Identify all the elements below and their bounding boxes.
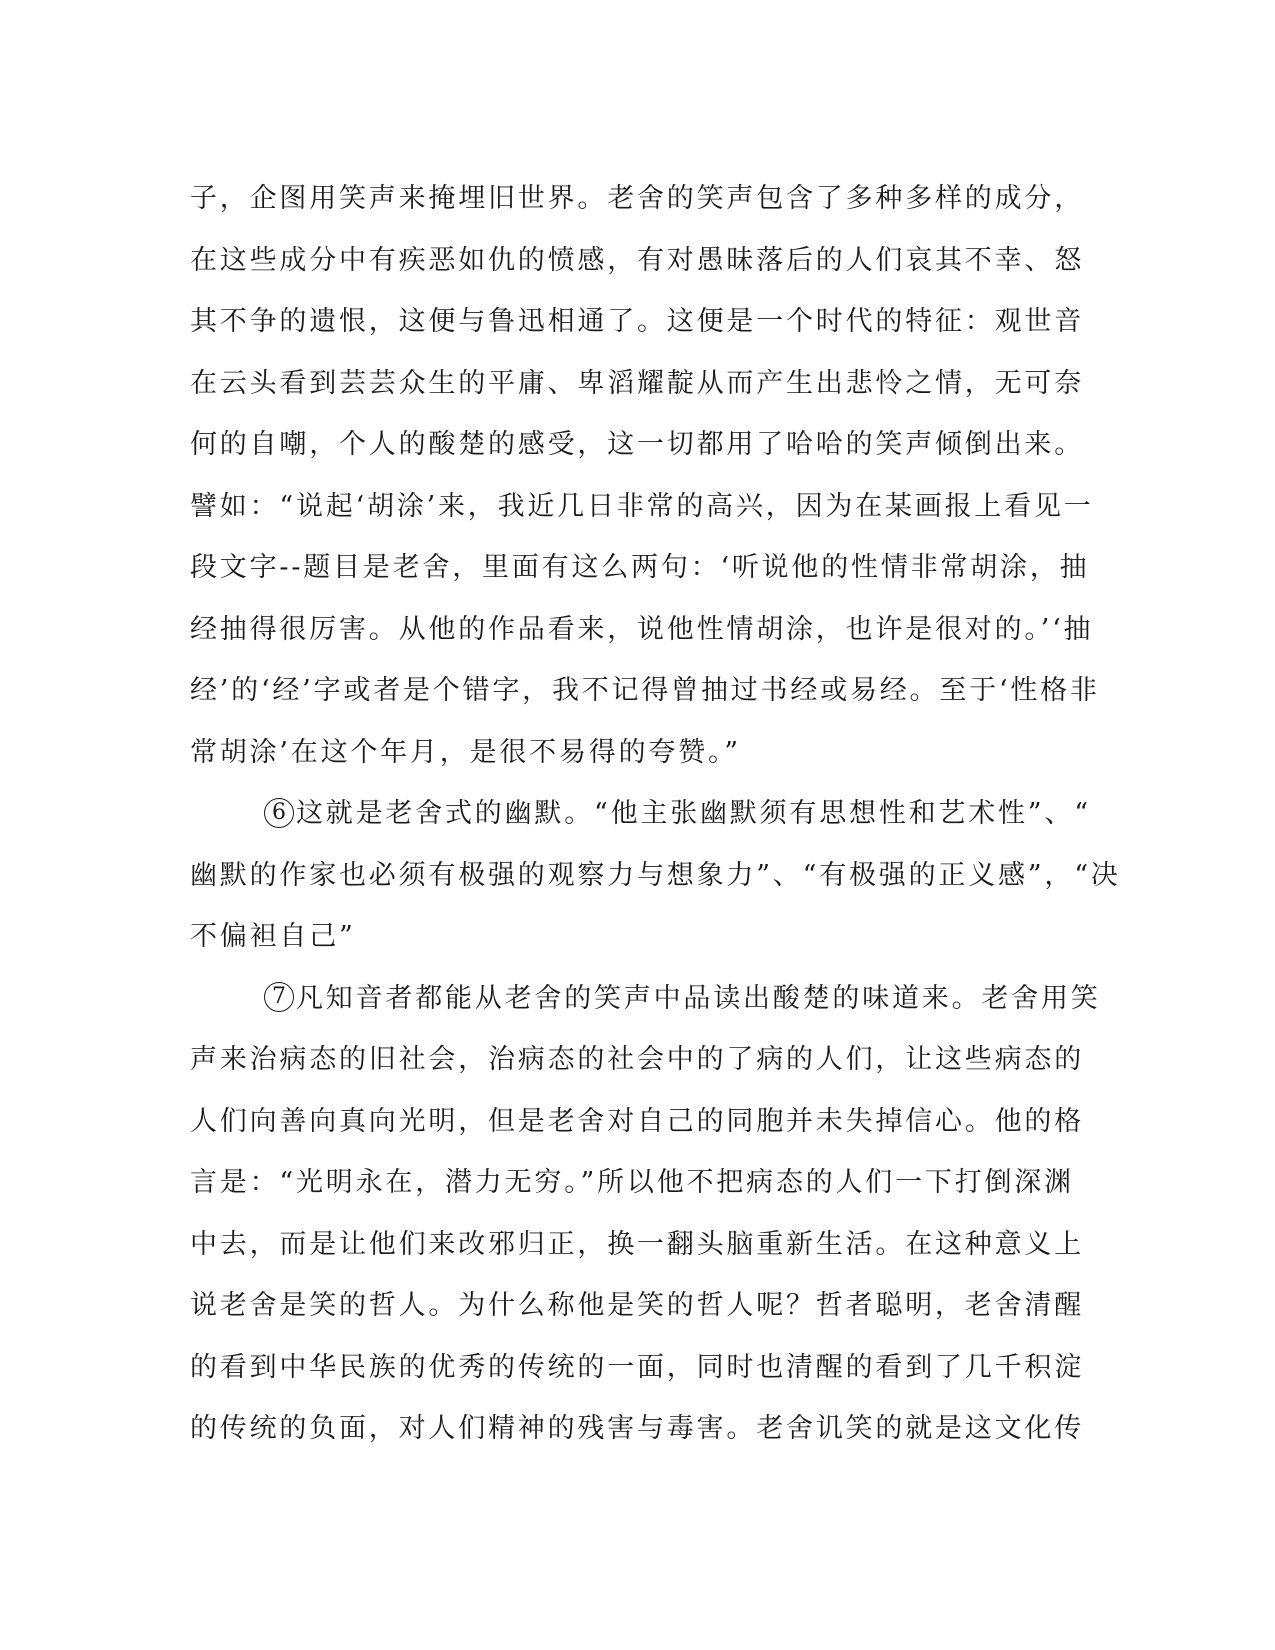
- text-line-first: [190, 783, 1091, 845]
- paragraph-7: [190, 968, 1101, 1460]
- text-line: 经’的‘经’字或者是个错字，我不记得曾抽过书经或易经。至于‘性格非: [190, 675, 1100, 706]
- paragraph-continued: [190, 168, 1100, 783]
- paragraph-number-badge: 6: [264, 798, 294, 828]
- paragraph-number-badge: 7: [264, 982, 294, 1012]
- text-line: 幽默的作家也必须有极强的观察力与想象力”、“有极强的正义感”，“决: [190, 859, 1121, 891]
- text-line: 的传统的负面，对人们精神的残害与毒害。老舍讥笑的就是这文化传: [190, 1413, 1084, 1444]
- text-line: 说老舍是笑的哲人。为什么称他是笑的哲人呢？哲者聪明，老舍清醒: [190, 1290, 1084, 1321]
- text-line: 声来治病态的旧社会，治病态的社会中的了病的人们，让这些病态的: [190, 1044, 1084, 1075]
- text-line: 经抽得很厉害。从他的作品看来，说他性情胡涂，也许是很对的。’‘抽: [190, 613, 1094, 645]
- text-line: 凡知音者都能从老舍的笑声中品读出酸楚的味道来。老舍用笑: [296, 982, 1101, 1014]
- text-line: 人们向善向真向光明，但是老舍对自己的同胞并未失掉信心。他的格: [190, 1105, 1084, 1137]
- text-line: 的看到中华民族的优秀的传统的一面，同时也清醒的看到了几千积淀: [190, 1351, 1084, 1383]
- text-line: 在云头看到芸芸众生的平庸、卑滔耀靛从而产生出悲怜之情，无可奈: [190, 367, 1084, 399]
- text-line: 段文字--题目是老舍，里面有这么两句：‘听说他的性情非常胡涂，抽: [190, 552, 1090, 583]
- text-line: 子，企图用笑声来掩埋旧世界。老舍的笑声包含了多种多样的成分，: [190, 183, 1084, 214]
- text-line: 何的自嘲，个人的酸楚的感受，这一切都用了哈哈的笑声倾倒出来。: [190, 429, 1084, 460]
- body-text: [190, 168, 1121, 1460]
- text-line-first: [190, 968, 1101, 1030]
- text-line: 常胡涂’在这个年月，是很不易得的夸赞。”: [190, 736, 741, 768]
- text-line: 譬如：“说起‘胡涂’来，我近几日非常的高兴，因为在某画报上看见一: [190, 490, 1094, 522]
- text-line: 在这些成分中有疾恶如仇的愤感，有对愚昧落后的人们哀其不幸、怒: [190, 244, 1084, 276]
- text-line: 不偏袒自己”: [190, 921, 356, 952]
- text-line: 中去，而是让他们来改邪归正，换一翻头脑重新生活。在这种意义上: [190, 1228, 1084, 1260]
- text-line: 言是：“光明永在，潜力无穷。”所以他不把病态的人们一下打倒深渊: [190, 1167, 1074, 1198]
- text-line: 其不争的遗恨，这便与鲁迅相通了。这便是一个时代的特征：观世音: [190, 306, 1084, 337]
- text-line: 这就是老舍式的幽默。“他主张幽默须有思想性和艺术性”、“: [296, 798, 1091, 829]
- paragraph-6: [190, 783, 1121, 968]
